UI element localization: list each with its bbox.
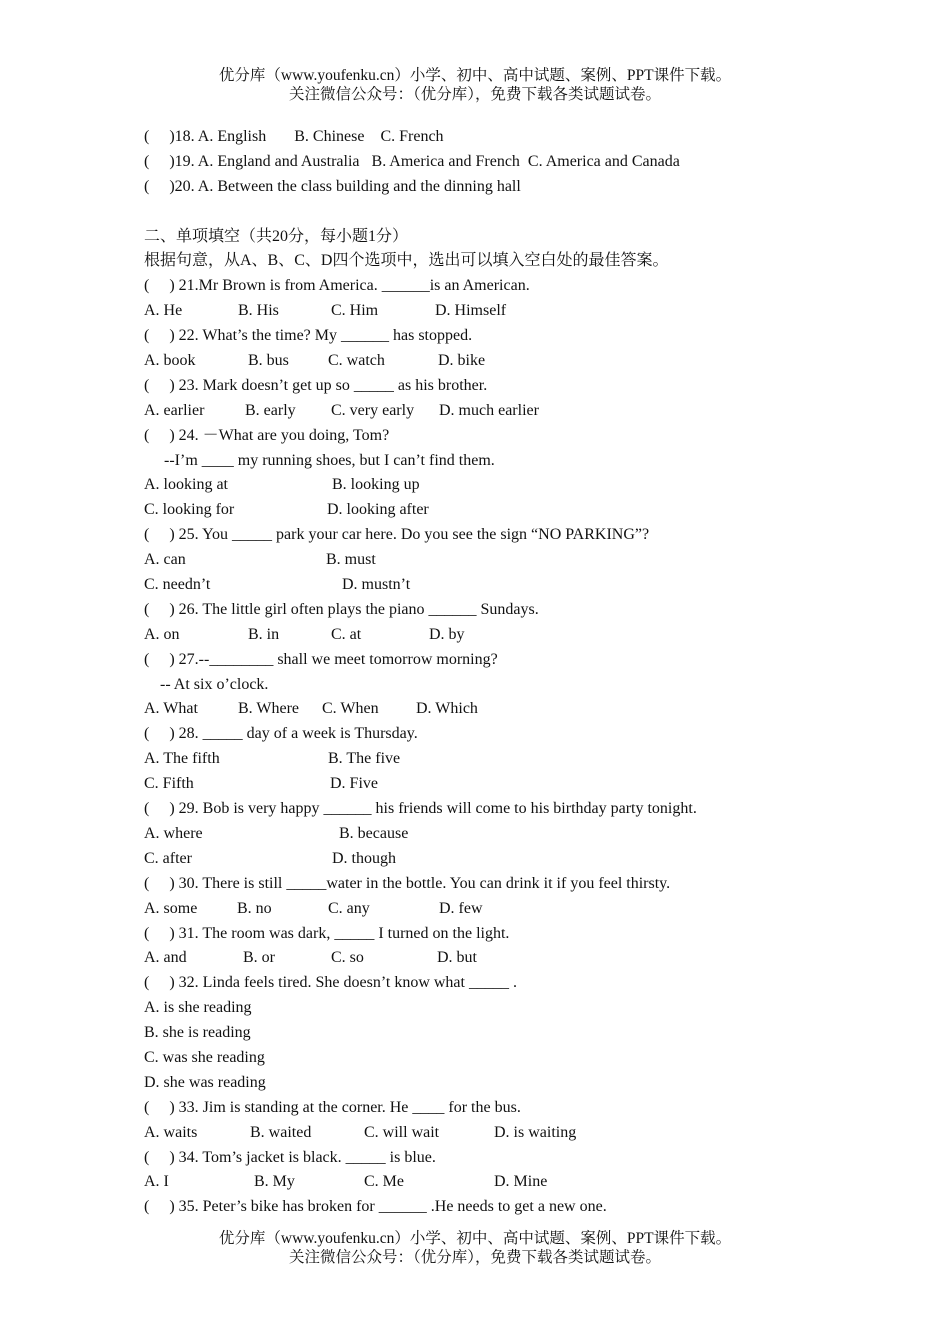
option-b: B. looking up — [332, 476, 420, 494]
option-d: D. but — [437, 949, 477, 967]
options-28-ab — [144, 747, 904, 772]
page-header — [0, 66, 950, 104]
option-a: A. some — [144, 899, 198, 917]
option-c: C. watch — [328, 352, 385, 370]
header-line-2: 关注微信公众号：（优分库），免费下载各类试题试卷。 — [288, 86, 661, 103]
option-c: C. needn’t — [144, 576, 211, 594]
option-a: A. He — [144, 302, 183, 320]
question-20: ( )20. A. Between the class building and the dinning hall — [144, 177, 521, 195]
options-24-ab — [144, 473, 904, 498]
option-b: B. waited — [250, 1123, 312, 1141]
question-26: ( ) 26. The little girl often plays the piano ______ Sundays. — [144, 600, 539, 618]
option-a: A. The fifth — [144, 750, 220, 768]
option-b: B. bus — [248, 352, 289, 370]
option-a: A. can — [144, 551, 186, 569]
question-33: ( ) 33. Jim is standing at the corner. He ____ for the bus. — [144, 1098, 521, 1116]
question-24-response: --I’m ____ my running shoes, but I can’t find them. — [164, 451, 495, 469]
question-19: ( )19. A. England and Australia B. America and French C. America and Canada — [144, 152, 680, 170]
option-c: C. looking for — [144, 501, 235, 519]
option-c: C. Me — [364, 1173, 404, 1191]
option-d: D. by — [429, 625, 465, 643]
options-25-ab — [144, 548, 904, 573]
options-21 — [144, 299, 904, 324]
option-b: B. My — [254, 1173, 295, 1191]
option-d: D. Which — [416, 700, 478, 718]
options-25-cd — [144, 573, 904, 598]
question-27-response: -- At six o’clock. — [160, 675, 269, 693]
option-d: D. few — [439, 899, 483, 917]
option-a: A. earlier — [144, 401, 205, 419]
option-b: B. The five — [328, 750, 401, 768]
option-d: D. though — [332, 849, 396, 867]
document-body — [144, 125, 904, 1220]
options-34 — [144, 1170, 904, 1195]
option-b: B. Where — [238, 700, 300, 718]
option-a: A. on — [144, 625, 180, 643]
option-c: C. after — [144, 849, 192, 867]
option-a: A. What — [144, 700, 198, 718]
option-c: C. When — [322, 700, 379, 718]
option-a: A. is she reading — [144, 999, 252, 1017]
option-d: D. Himself — [435, 302, 507, 320]
question-24: ( ) 24. －What are you doing, Tom? — [144, 426, 390, 444]
option-b: B. because — [339, 824, 409, 842]
option-c: C. at — [331, 625, 362, 643]
option-a: A. book — [144, 352, 196, 370]
question-30: ( ) 30. There is still _____water in the bottle. You can drink it if you feel thirsty. — [144, 874, 671, 892]
option-a: A. looking at — [144, 476, 228, 494]
options-23 — [144, 399, 904, 424]
footer-line-2: 关注微信公众号：（优分库），免费下载各类试题试卷。 — [288, 1249, 661, 1266]
option-b: B. no — [237, 899, 272, 917]
option-b: B. early — [245, 401, 296, 419]
section-instruction: 根据句意，从A、B、C、D四个选项中，选出可以填入空白处的最佳答案。 — [144, 252, 669, 270]
question-27: ( ) 27.--________ shall we meet tomorrow morning? — [144, 650, 498, 668]
option-d: D. is waiting — [494, 1123, 577, 1141]
question-32: ( ) 32. Linda feels tired. She doesn’t know what _____ . — [144, 974, 517, 992]
option-c: C. Fifth — [144, 775, 194, 793]
option-a: A. where — [144, 824, 203, 842]
options-27 — [144, 697, 904, 722]
option-c: C. was she reading — [144, 1048, 265, 1066]
options-30 — [144, 897, 904, 922]
option-b: B. His — [238, 302, 279, 320]
spacer — [144, 200, 904, 225]
option-d: D. Mine — [494, 1173, 548, 1191]
option-b: B. she is reading — [144, 1024, 251, 1042]
question-18: ( )18. A. English B. Chinese C. French — [144, 128, 444, 145]
options-29-cd — [144, 847, 904, 872]
options-22 — [144, 349, 904, 374]
option-d: D. Five — [330, 775, 378, 793]
question-34: ( ) 34. Tom’s jacket is black. _____ is blue. — [144, 1148, 436, 1166]
option-b: B. must — [326, 551, 376, 569]
option-c: C. very early — [331, 401, 415, 419]
options-31 — [144, 946, 904, 971]
option-c: C. so — [331, 949, 364, 967]
option-d: D. looking after — [327, 501, 429, 519]
option-d: D. bike — [438, 352, 486, 370]
options-28-cd — [144, 772, 904, 797]
question-25: ( ) 25. You _____ park your car here. Do you see the sign “NO PARKING”? — [144, 526, 650, 544]
question-21: ( ) 21.Mr Brown is from America. ______is an American. — [144, 277, 530, 295]
option-a: A. I — [144, 1173, 169, 1191]
question-22: ( ) 22. What’s the time? My ______ has stopped. — [144, 327, 473, 345]
option-c: C. Him — [331, 302, 379, 320]
question-35: ( ) 35. Peter’s bike has broken for ______ .He needs to get a new one. — [144, 1198, 607, 1216]
option-d: D. mustn’t — [342, 576, 411, 594]
options-33 — [144, 1121, 904, 1146]
question-23: ( ) 23. Mark doesn’t get up so _____ as his brother. — [144, 376, 488, 394]
question-29: ( ) 29. Bob is very happy ______ his friends will come to his birthday party tonight. — [144, 800, 697, 818]
option-d: D. much earlier — [439, 401, 539, 419]
option-b: B. or — [243, 949, 275, 967]
question-31: ( ) 31. The room was dark, _____ I turned on the light. — [144, 924, 510, 942]
page-footer — [0, 1229, 950, 1267]
section-title: 二、单项填空（共20分，每小题1分） — [144, 227, 409, 245]
options-29-ab — [144, 822, 904, 847]
question-28: ( ) 28. _____ day of a week is Thursday. — [144, 725, 418, 743]
option-b: B. in — [248, 625, 280, 643]
option-c: C. will wait — [364, 1123, 440, 1141]
options-26 — [144, 623, 904, 648]
option-a: A. waits — [144, 1123, 198, 1141]
option-c: C. any — [328, 899, 370, 917]
option-d: D. she was reading — [144, 1073, 266, 1091]
option-a: A. and — [144, 949, 187, 967]
footer-line-1: 优分库（www.youfenku.cn）小学、初中、高中试题、案例、PPT课件下载。 — [218, 1230, 732, 1247]
header-line-1: 优分库（www.youfenku.cn）小学、初中、高中试题、案例、PPT课件下载。 — [218, 67, 732, 84]
options-24-cd — [144, 498, 904, 523]
